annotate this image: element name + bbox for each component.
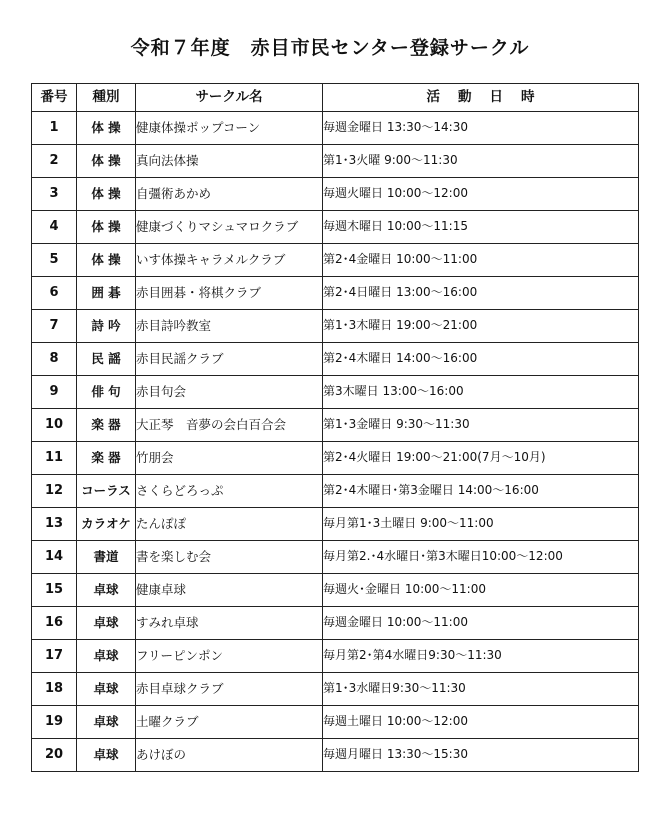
row-number: 8 bbox=[32, 343, 77, 376]
row-number: 11 bbox=[32, 442, 77, 475]
row-number: 1 bbox=[32, 112, 77, 145]
row-circle-name: 赤目句会 bbox=[136, 376, 323, 409]
row-circle-name: 大正琴 音夢の会白百合会 bbox=[136, 409, 323, 442]
row-category: 楽 器 bbox=[77, 442, 136, 475]
table-row bbox=[32, 640, 639, 673]
row-category: コーラス bbox=[77, 475, 136, 508]
row-circle-name: フリーピンポン bbox=[136, 640, 323, 673]
row-circle-name: 自彊術あかめ bbox=[136, 178, 323, 211]
row-category: 俳 句 bbox=[77, 376, 136, 409]
table-header-row bbox=[32, 84, 639, 112]
table-row bbox=[32, 508, 639, 541]
row-circle-name: 赤目民謡クラブ bbox=[136, 343, 323, 376]
table-row bbox=[32, 475, 639, 508]
row-schedule: 第1･3木曜日 19:00～21:00 bbox=[323, 310, 639, 343]
row-schedule: 第2･4木曜日･第3金曜日 14:00～16:00 bbox=[323, 475, 639, 508]
table-row bbox=[32, 211, 639, 244]
row-schedule: 毎週金曜日 13:30～14:30 bbox=[323, 112, 639, 145]
row-schedule: 第2･4火曜日 19:00～21:00(7月～10月) bbox=[323, 442, 639, 475]
row-category: 体 操 bbox=[77, 145, 136, 178]
table-row bbox=[32, 244, 639, 277]
table-row bbox=[32, 442, 639, 475]
table-row bbox=[32, 376, 639, 409]
row-number: 4 bbox=[32, 211, 77, 244]
row-circle-name: 健康体操ポップコーン bbox=[136, 112, 323, 145]
table-row bbox=[32, 112, 639, 145]
row-circle-name: 土曜クラブ bbox=[136, 706, 323, 739]
row-circle-name: 健康づくりマシュマロクラブ bbox=[136, 211, 323, 244]
row-number: 9 bbox=[32, 376, 77, 409]
row-category: 卓球 bbox=[77, 640, 136, 673]
row-schedule: 第2･4木曜日 14:00～16:00 bbox=[323, 343, 639, 376]
row-schedule: 第1･3水曜日9:30～11:30 bbox=[323, 673, 639, 706]
row-category: 卓球 bbox=[77, 739, 136, 772]
row-category: 卓球 bbox=[77, 706, 136, 739]
table-row bbox=[32, 277, 639, 310]
row-category: カラオケ bbox=[77, 508, 136, 541]
header-type: 種別 bbox=[77, 84, 136, 112]
table-row bbox=[32, 706, 639, 739]
row-category: 卓球 bbox=[77, 574, 136, 607]
table-body bbox=[32, 112, 639, 772]
row-number: 14 bbox=[32, 541, 77, 574]
row-schedule: 第2･4日曜日 13:00～16:00 bbox=[323, 277, 639, 310]
row-circle-name: 赤目囲碁・将棋クラブ bbox=[136, 277, 323, 310]
row-schedule: 毎週火･金曜日 10:00～11:00 bbox=[323, 574, 639, 607]
table-row bbox=[32, 607, 639, 640]
row-schedule: 毎月第2･第4水曜日9:30～11:30 bbox=[323, 640, 639, 673]
row-circle-name: 真向法体操 bbox=[136, 145, 323, 178]
row-schedule: 毎週土曜日 10:00～12:00 bbox=[323, 706, 639, 739]
page-title: 令和７年度 赤目市民センター登録サークル bbox=[130, 37, 530, 59]
row-circle-name: たんぽぽ bbox=[136, 508, 323, 541]
header-time: 活動日時 bbox=[323, 84, 639, 112]
row-circle-name: 赤目卓球クラブ bbox=[136, 673, 323, 706]
row-number: 12 bbox=[32, 475, 77, 508]
table-row bbox=[32, 739, 639, 772]
row-number: 7 bbox=[32, 310, 77, 343]
row-number: 20 bbox=[32, 739, 77, 772]
row-schedule: 第3木曜日 13:00～16:00 bbox=[323, 376, 639, 409]
row-number: 10 bbox=[32, 409, 77, 442]
row-category: 卓球 bbox=[77, 673, 136, 706]
row-category: 体 操 bbox=[77, 112, 136, 145]
row-number: 19 bbox=[32, 706, 77, 739]
row-number: 16 bbox=[32, 607, 77, 640]
row-circle-name: さくらどろっぷ bbox=[136, 475, 323, 508]
row-circle-name: 健康卓球 bbox=[136, 574, 323, 607]
header-name: サークル名 bbox=[136, 84, 323, 112]
row-number: 3 bbox=[32, 178, 77, 211]
row-schedule: 毎週金曜日 10:00～11:00 bbox=[323, 607, 639, 640]
row-number: 17 bbox=[32, 640, 77, 673]
header-no: 番号 bbox=[32, 84, 77, 112]
table-row bbox=[32, 145, 639, 178]
row-category: 体 操 bbox=[77, 244, 136, 277]
row-schedule: 毎週火曜日 10:00～12:00 bbox=[323, 178, 639, 211]
row-circle-name: いす体操キャラメルクラブ bbox=[136, 244, 323, 277]
row-schedule: 第1･3火曜 9:00～11:30 bbox=[323, 145, 639, 178]
row-circle-name: 書を楽しむ会 bbox=[136, 541, 323, 574]
row-schedule: 第1･3金曜日 9:30～11:30 bbox=[323, 409, 639, 442]
row-category: 囲 碁 bbox=[77, 277, 136, 310]
row-category: 卓球 bbox=[77, 607, 136, 640]
circle-table bbox=[31, 83, 639, 772]
row-circle-name: あけぼの bbox=[136, 739, 323, 772]
row-category: 詩 吟 bbox=[77, 310, 136, 343]
row-schedule: 第2･4金曜日 10:00～11:00 bbox=[323, 244, 639, 277]
row-circle-name: 赤目詩吟教室 bbox=[136, 310, 323, 343]
table-row bbox=[32, 343, 639, 376]
row-schedule: 毎週木曜日 10:00～11:15 bbox=[323, 211, 639, 244]
table-row bbox=[32, 310, 639, 343]
row-schedule: 毎月第1･3土曜日 9:00～11:00 bbox=[323, 508, 639, 541]
table-row bbox=[32, 673, 639, 706]
row-number: 18 bbox=[32, 673, 77, 706]
row-category: 書道 bbox=[77, 541, 136, 574]
row-number: 6 bbox=[32, 277, 77, 310]
row-schedule: 毎週月曜日 13:30～15:30 bbox=[323, 739, 639, 772]
table-row bbox=[32, 574, 639, 607]
row-number: 13 bbox=[32, 508, 77, 541]
table-row bbox=[32, 409, 639, 442]
table-row bbox=[32, 178, 639, 211]
row-number: 5 bbox=[32, 244, 77, 277]
row-category: 楽 器 bbox=[77, 409, 136, 442]
table-row bbox=[32, 541, 639, 574]
row-category: 体 操 bbox=[77, 178, 136, 211]
row-category: 体 操 bbox=[77, 211, 136, 244]
row-number: 15 bbox=[32, 574, 77, 607]
row-circle-name: 竹朋会 bbox=[136, 442, 323, 475]
row-schedule: 毎月第2.･4水曜日･第3木曜日10:00～12:00 bbox=[323, 541, 639, 574]
row-circle-name: すみれ卓球 bbox=[136, 607, 323, 640]
row-number: 2 bbox=[32, 145, 77, 178]
row-category: 民 謡 bbox=[77, 343, 136, 376]
